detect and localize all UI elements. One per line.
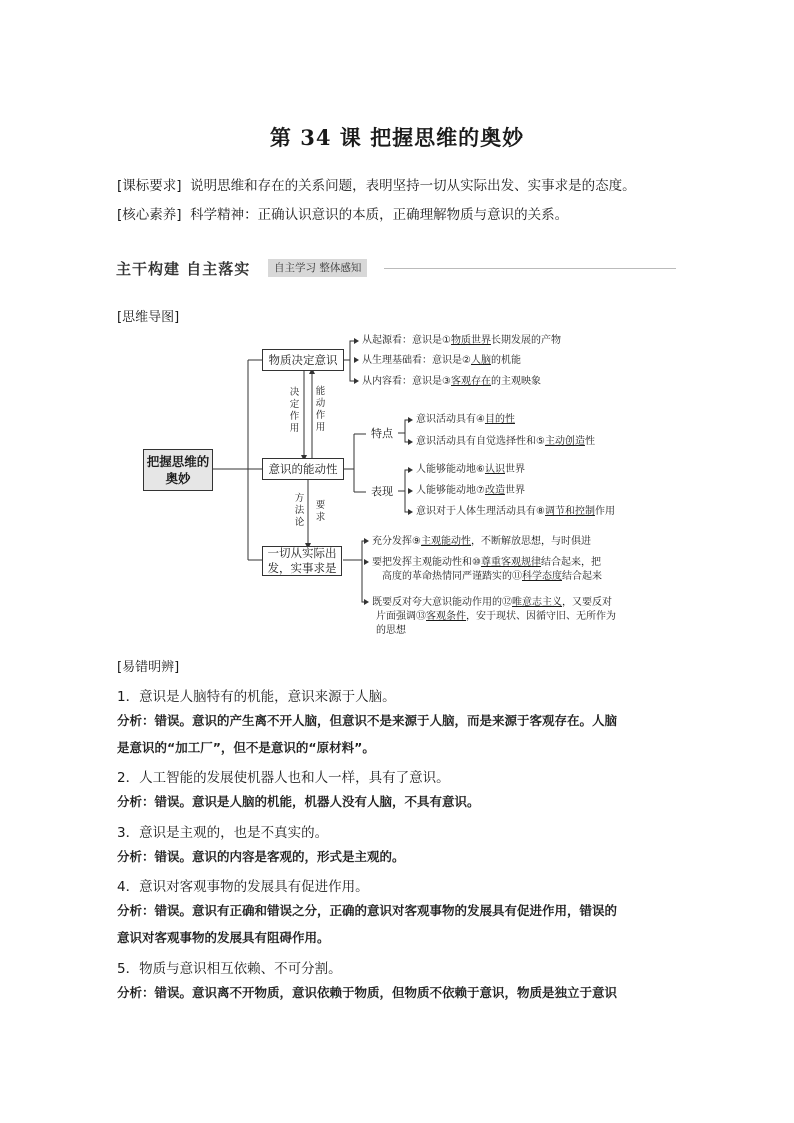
core-literacy-text: 科学精神：正确认识意识的本质，正确理解物质与意识的关系。 (190, 207, 569, 223)
error-analysis: 分析：错误。意识的产生离不开人脑，但意识不是来源于人脑，而是来源于客观存在。人脑 是意识的“加工厂”，但不是意识的“原材料”。 (117, 713, 618, 755)
core-literacy-tag: [核心素养] (117, 207, 182, 223)
leaf-physiology: 从生理基础看：意识是②人脑的机能 (362, 355, 521, 366)
label-manifestations: 表现 (371, 485, 393, 498)
edge-label-methodology: 方法论 (294, 493, 305, 528)
section-tag: 自主学习 整体感知 (268, 259, 367, 277)
error-question: 2．人工智能的发展使机器人也和人一样，具有了意识。 (117, 770, 450, 786)
error-analysis: 分析：错误。意识离不开物质，意识依赖于物质，但物质不依赖于意识，物质是独立于意识 (117, 985, 618, 1000)
error-analysis: 分析：错误。意识有正确和错误之分，正确的意识对客观事物的发展具有促进作用，错误的 意识对客观事物的发展具有阻碍作用。 (117, 903, 618, 945)
edge-label-initiative: 能动作用 (315, 386, 326, 433)
mindmap-heading: [思维导图] (117, 310, 180, 325)
error-question: 1．意识是人脑特有的机能，意识来源于人脑。 (117, 689, 396, 705)
error-question: 4．意识对客观事物的发展具有促进作用。 (117, 879, 369, 895)
error-analysis: 分析：错误。意识的内容是客观的，形式是主观的。 (117, 849, 405, 864)
section-label: 主干构建 自主落实 (116, 260, 251, 278)
node-consciousness-initiative: 意识的能动性 (262, 458, 344, 480)
error-question: 5．物质与意识相互依赖、不可分割。 (117, 961, 342, 977)
leaf-content: 从内容看：意识是③客观存在的主观映象 (362, 376, 541, 387)
leaf-change-world: 人能够能动地⑦改造世界 (416, 485, 525, 496)
error-question: 3．意识是主观的，也是不真实的。 (117, 825, 329, 841)
leaf-subjective-initiative: 充分发挥⑨主观能动性，不断解放思想，与时俱进 (372, 536, 591, 547)
leaf-oppose: 既要反对夸大意识能动作用的⑫唯意志主义，又要反对 片面强调⑬客观条件，安于现状、因循守旧、无所作为 的思想 (372, 597, 616, 636)
leaf-creativity: 意识活动具有自觉选择性和⑤主动创造性 (416, 436, 595, 447)
leaf-regulate: 意识对于人体生理活动具有⑧调节和控制作用 (416, 506, 615, 517)
error-analysis: 分析：错误。意识是人脑的机能，机器人没有人脑，不具有意识。 (117, 794, 480, 809)
label-characteristics: 特点 (371, 427, 393, 440)
errors-heading: [易错明辨] (117, 660, 180, 675)
mindmap-root: 把握思维的奥妙 (143, 449, 213, 491)
lesson-title: 第 34 课 把握思维的奥妙 (269, 125, 525, 150)
requirement-text: 说明思维和存在的关系问题，表明坚持一切从实际出发、实事求是的态度。 (190, 178, 636, 194)
leaf-combine: 要把发挥主观能动性和⑩尊重客观规律结合起来，把 高度的革命热情同严谨踏实的⑪科学态度结合起来 (372, 557, 602, 582)
node-seek-truth: 一切从实际出发，实事求是 (262, 546, 342, 576)
edge-label-determine: 决定作用 (289, 387, 300, 434)
leaf-origin: 从起源看：意识是①物质世界长期发展的产物 (362, 335, 561, 346)
node-matter-determines: 物质决定意识 (262, 349, 344, 371)
leaf-know-world: 人能够能动地⑥认识世界 (416, 464, 525, 475)
requirement-tag: [课标要求] (117, 178, 182, 194)
edge-label-requirement: 要求 (315, 500, 326, 523)
leaf-purposiveness: 意识活动具有④目的性 (416, 414, 515, 425)
